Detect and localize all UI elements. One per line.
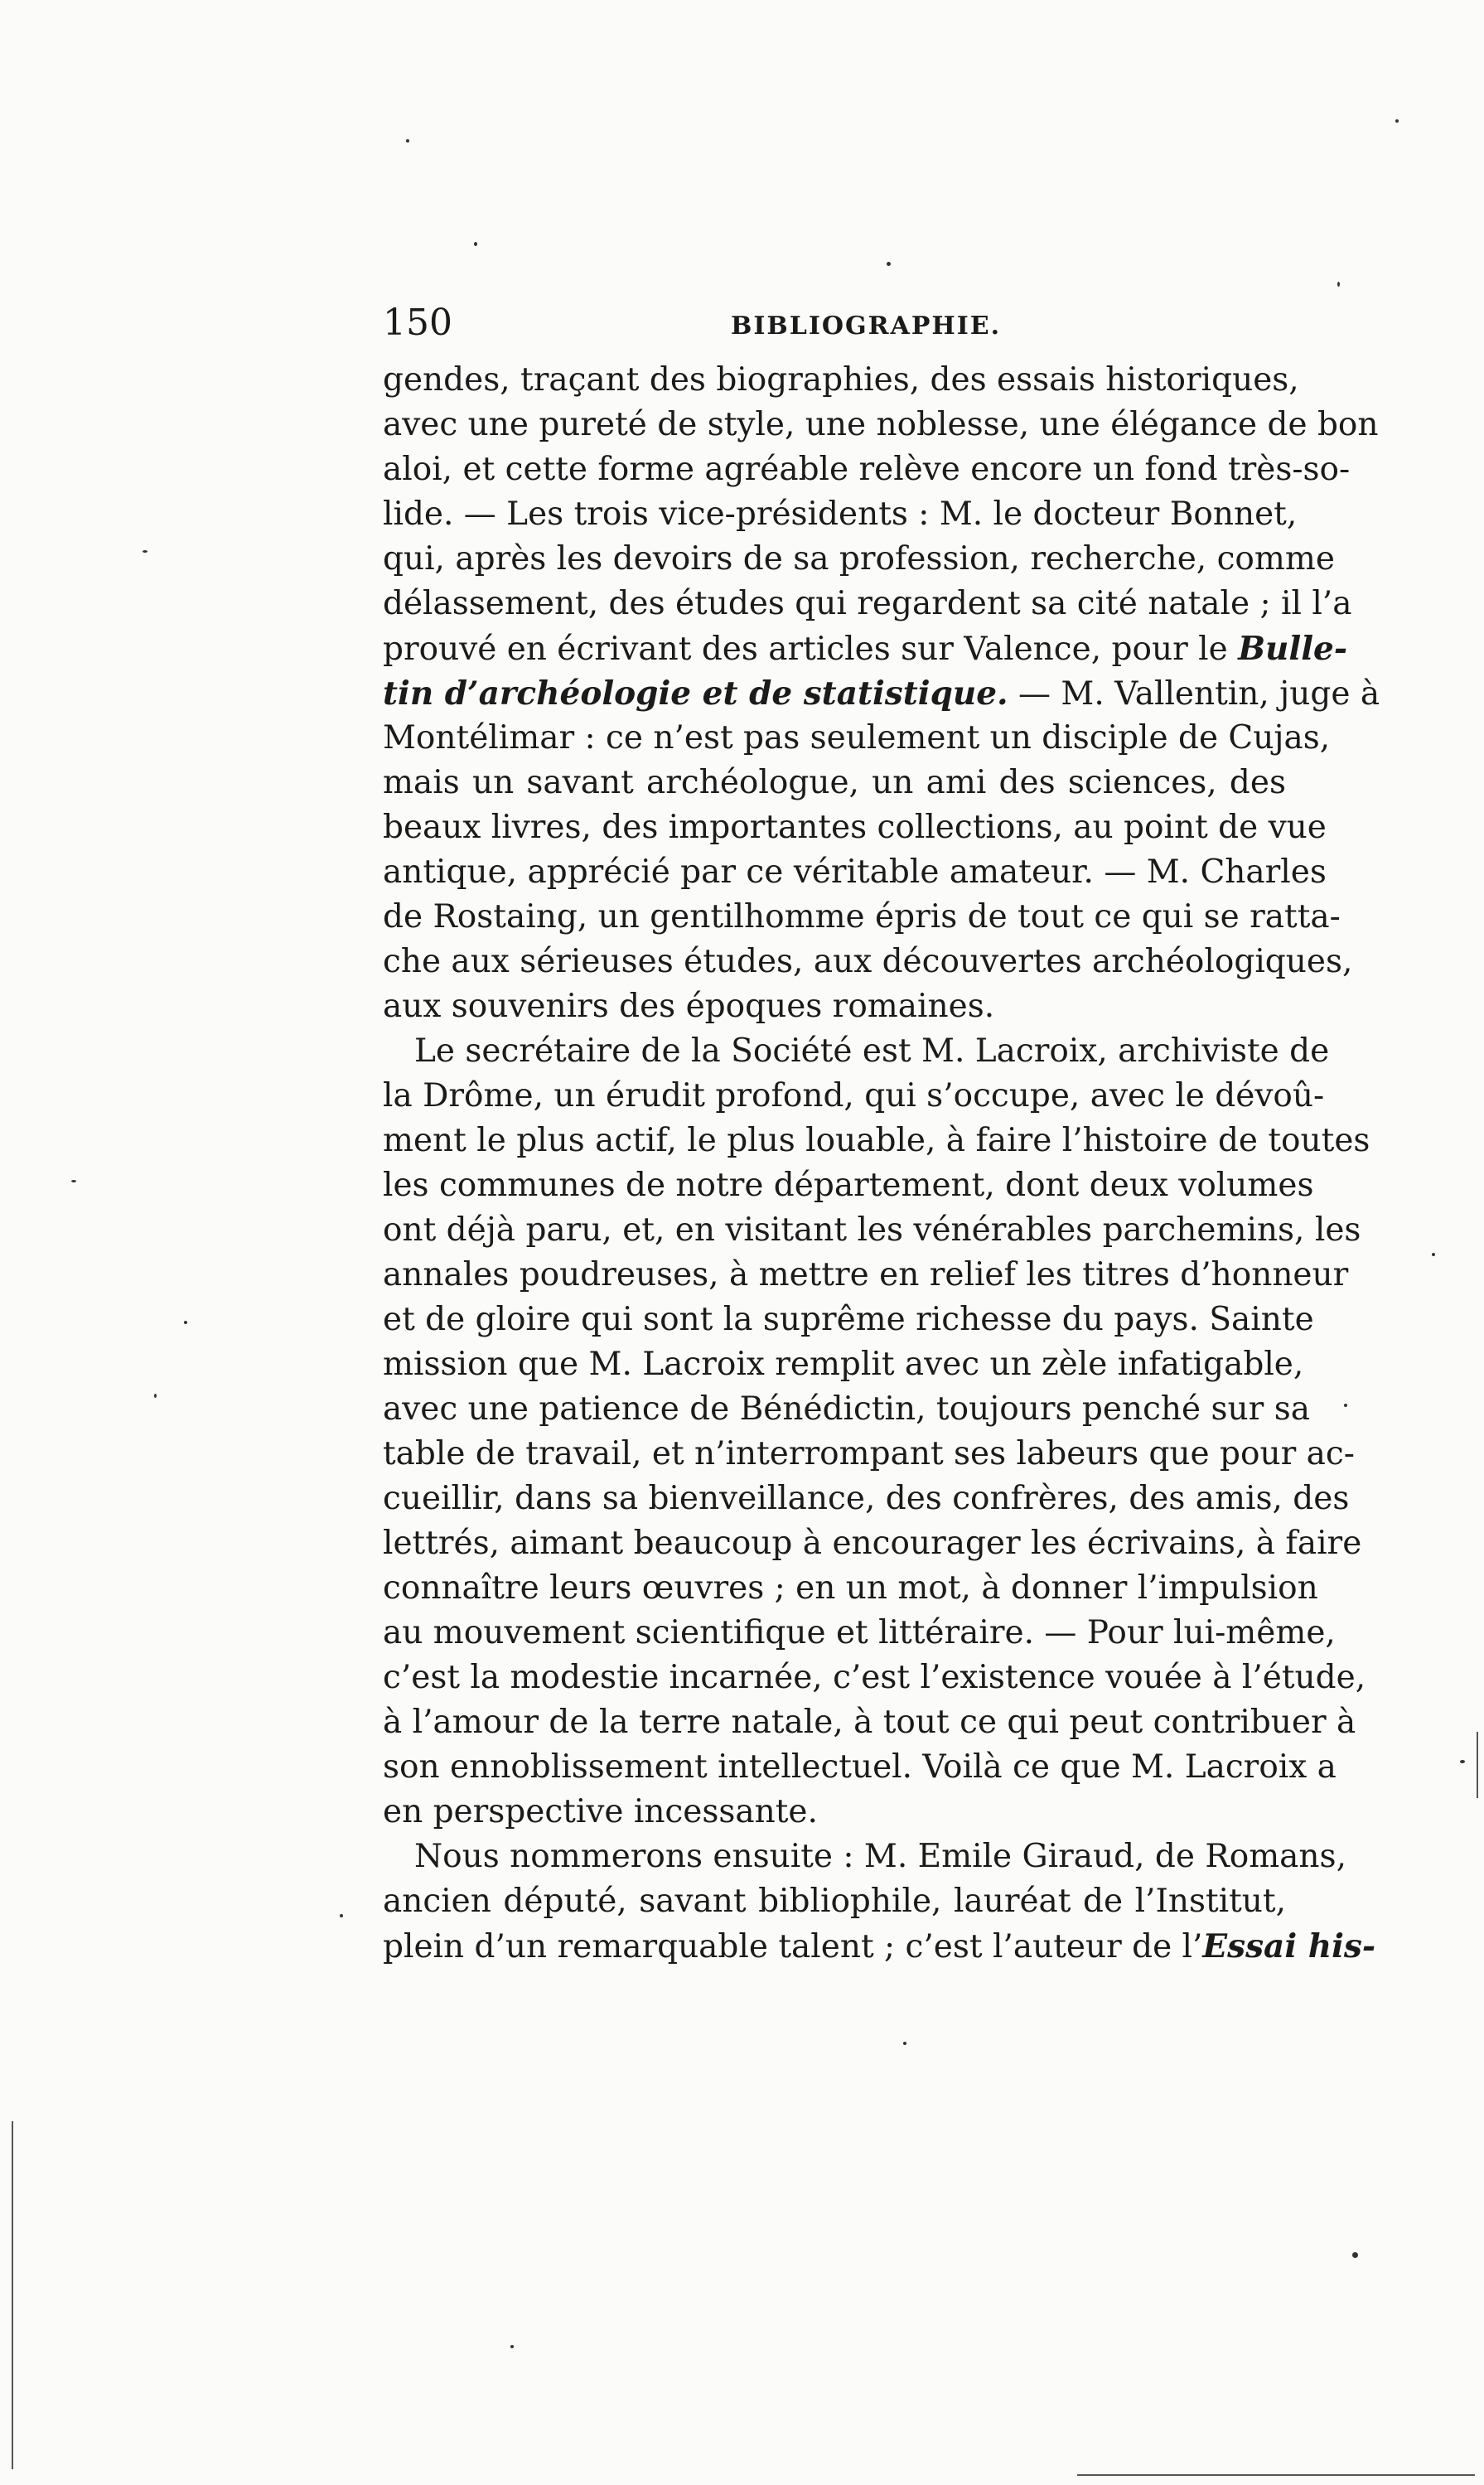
- line-text: Montélimar : ce n’est pas seulement un disciple de Cujas,: [383, 719, 1331, 757]
- line-text: connaître leurs œuvres ; en un mot, à donner l’impulsion: [383, 1569, 1318, 1607]
- text-line: [383, 895, 1341, 940]
- line-text: de Rostaing, un gentilhomme épris de tout ce qui se ratta-: [383, 898, 1341, 936]
- text-line: [383, 761, 1286, 805]
- line-text: avec une patience de Bénédictin, toujours penché sur sa: [383, 1390, 1310, 1428]
- scan-edge-line: [1477, 1732, 1478, 1798]
- text-line: [383, 716, 1331, 761]
- line-text: Nous nommerons ensuite : M. Emile Giraud, de Romans,: [414, 1838, 1346, 1875]
- body-text: [383, 358, 1380, 1969]
- line-text: à l’amour de la terre natale, à tout ce qui peut contribuer à: [383, 1704, 1356, 1741]
- line-text: annales poudreuses, à mettre en relief les titres d’honneur: [383, 1256, 1349, 1293]
- text-line: [383, 1029, 1330, 1074]
- line-text: ancien député, savant bibliophile, lauréat de l’Institut,: [383, 1883, 1286, 1920]
- text-line: [383, 1432, 1355, 1477]
- text-line: [383, 1119, 1370, 1163]
- line-text: aloi, et cette forme agréable relève encore un fond très-so-: [383, 451, 1351, 488]
- running-head: BIBLIOGRAPHIE.: [731, 312, 1002, 341]
- line-text: cueillir, dans sa bienveillance, des confrères, des amis, des: [383, 1480, 1350, 1517]
- text-line: [383, 1790, 1286, 1835]
- line-text: antique, apprécié par ce véritable amateur. — M. Charles: [383, 853, 1327, 891]
- text-line: [383, 1208, 1361, 1253]
- line-text: en perspective incessante.: [383, 1793, 818, 1830]
- text-line: [383, 1924, 1376, 1969]
- line-text: ment le plus actif, le plus louable, à faire l’histoire de toutes: [383, 1122, 1370, 1159]
- line-text: au mouvement scientifique et littéraire. — Pour lui-même,: [383, 1614, 1336, 1651]
- line-text: délassement, des études qui regardent sa cité natale ; il l’a: [383, 585, 1352, 622]
- scan-edge-line: [12, 2121, 13, 2469]
- line-text: beaux livres, des importantes collections, au point de vue: [383, 809, 1327, 846]
- text-line: [383, 1656, 1366, 1700]
- text-line: [383, 1879, 1286, 1924]
- scan-speck: [1337, 282, 1340, 287]
- italic-text: Bulle-: [1238, 630, 1348, 668]
- text-line: [383, 1163, 1314, 1208]
- scan-speck: [510, 2345, 514, 2348]
- scan-speck: [340, 1914, 343, 1917]
- scan-edge-line: [1077, 2474, 1475, 2476]
- line-text: prouvé en écrivant des articles sur Valence, pour le: [383, 631, 1239, 668]
- text-line: [383, 537, 1335, 582]
- line-text: avec une pureté de style, une noblesse, une élégance de bon: [383, 406, 1379, 443]
- line-text: qui, après les devoirs de sa profession, recherche, comme: [383, 540, 1335, 578]
- text-line: [383, 358, 1299, 403]
- scan-speck: [1352, 2252, 1358, 2258]
- text-line: [383, 940, 1353, 984]
- scan-speck: [1432, 1253, 1435, 1256]
- line-text: table de travail, et n’interrompant ses labeurs que pour ac-: [383, 1435, 1355, 1472]
- line-text: gendes, traçant des biographies, des essais historiques,: [383, 361, 1299, 399]
- line-text: plein d’un remarquable talent ; c’est l’auteur de l’: [383, 1928, 1203, 1965]
- scan-speck: [154, 1394, 157, 1398]
- text-line: [383, 984, 1286, 1029]
- line-text: lettrés, aimant beaucoup à encourager les écrivains, à faire: [383, 1525, 1362, 1562]
- scan-speck: [887, 262, 891, 266]
- text-line: [383, 626, 1348, 671]
- scan-speck: [1344, 1404, 1347, 1407]
- scan-speck: [903, 2042, 906, 2045]
- text-line: [383, 1566, 1318, 1611]
- scan-speck: [143, 550, 147, 553]
- text-line: [383, 1745, 1337, 1790]
- text-line: [383, 1342, 1304, 1387]
- text-line: [383, 1611, 1336, 1656]
- scan-speck: [1395, 119, 1399, 123]
- line-text: aux souvenirs des époques romaines.: [383, 988, 995, 1025]
- text-line: [383, 1835, 1346, 1879]
- scan-speck: [71, 1180, 76, 1182]
- page-number: 150: [383, 302, 452, 344]
- scan-speck: [1460, 1760, 1465, 1763]
- line-text: mais un savant archéologue, un ami des sciences, des: [383, 764, 1286, 801]
- line-text: che aux sérieuses études, aux découvertes archéologiques,: [383, 943, 1353, 980]
- line-text: les communes de notre département, dont deux volumes: [383, 1167, 1314, 1204]
- text-line: [383, 447, 1351, 492]
- line-text: ont déjà paru, et, en visitant les vénérables parchemins, les: [383, 1211, 1361, 1249]
- line-text: lide. — Les trois vice-présidents : M. le docteur Bonnet,: [383, 496, 1298, 533]
- scan-speck: [406, 139, 409, 143]
- text-line: [383, 1700, 1356, 1745]
- text-line: [383, 1298, 1314, 1342]
- line-text: c’est la modestie incarnée, c’est l’existence vouée à l’étude,: [383, 1659, 1366, 1696]
- italic-text: tin d’archéologie et de statistique.: [383, 674, 1008, 713]
- text-line: [383, 671, 1380, 716]
- text-line: [383, 850, 1327, 895]
- text-line: [383, 805, 1327, 850]
- line-text: Le secrétaire de la Société est M. Lacroix, archiviste de: [414, 1032, 1330, 1070]
- scan-speck: [184, 1321, 187, 1324]
- text-line: [383, 1253, 1349, 1298]
- italic-text: Essai his-: [1202, 1927, 1376, 1965]
- line-text: la Drôme, un érudit profond, qui s’occupe, avec le dévoû-: [383, 1077, 1325, 1114]
- text-line: [383, 492, 1298, 537]
- line-text: et de gloire qui sont la suprême richesse du pays. Sainte: [383, 1301, 1314, 1338]
- text-line: [383, 1477, 1350, 1521]
- text-line: [383, 1387, 1310, 1432]
- text-line: [383, 582, 1352, 626]
- line-text: — M. Vallentin, juge à: [1008, 675, 1380, 713]
- line-text: son ennoblissement intellectuel. Voilà ce que M. Lacroix a: [383, 1748, 1337, 1786]
- scan-speck: [474, 242, 477, 246]
- text-line: [383, 403, 1379, 447]
- line-text: mission que M. Lacroix remplit avec un zèle infatigable,: [383, 1346, 1304, 1383]
- page-header: [383, 298, 1286, 348]
- text-line: [383, 1521, 1362, 1566]
- text-line: [383, 1074, 1325, 1119]
